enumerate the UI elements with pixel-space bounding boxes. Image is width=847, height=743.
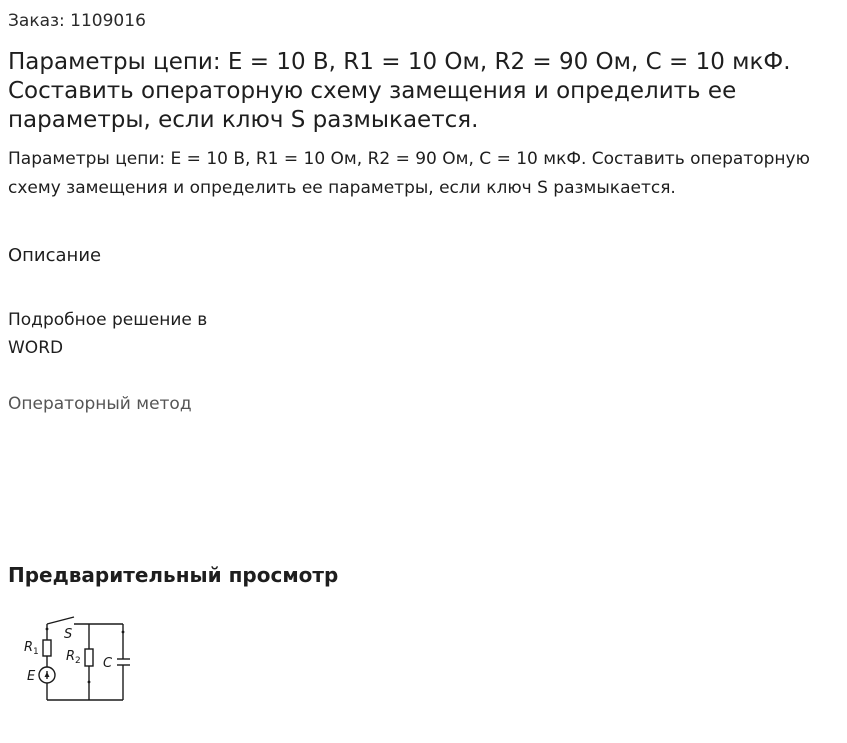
circuit-label-r2: R xyxy=(66,649,76,664)
resistor-r1-symbol xyxy=(43,640,51,656)
task-description: Параметры цепи: E = 10 В, R1 = 10 Ом, R2 = 90 Ом, C = 10 мкФ. Составить операторную схему замещения и определить ее параметры, если ключ S размыкается. xyxy=(8,149,810,198)
solution-note: Подробное решение в WORD xyxy=(8,310,208,358)
page-title: Параметры цепи: E = 10 В, R1 = 10 Ом, R2 = 90 Ом, C = 10 мкФ. Составить операторную схему замещения и определить ее параметры, если ключ S размыкается. xyxy=(8,49,791,133)
circuit-label-r1-sub: 1 xyxy=(33,647,39,657)
circuit-diagram xyxy=(20,612,136,708)
circuit-label-source: E xyxy=(27,669,36,684)
resistor-r2-symbol xyxy=(85,649,93,666)
circuit-preview-image xyxy=(20,612,136,708)
circuit-label-capacitor: C xyxy=(103,656,113,671)
category-link-operator-method[interactable]: Операторный метод xyxy=(8,394,192,414)
circuit-label-r2-sub: 2 xyxy=(75,656,81,666)
circuit-label-switch: S xyxy=(64,627,73,642)
switch-s-symbol xyxy=(47,617,74,624)
order-number: Заказ: 1109016 xyxy=(8,11,146,31)
preview-heading: Предварительный просмотр xyxy=(8,563,339,587)
circuit-label-r1: R xyxy=(24,640,34,655)
description-heading: Описание xyxy=(8,245,102,266)
